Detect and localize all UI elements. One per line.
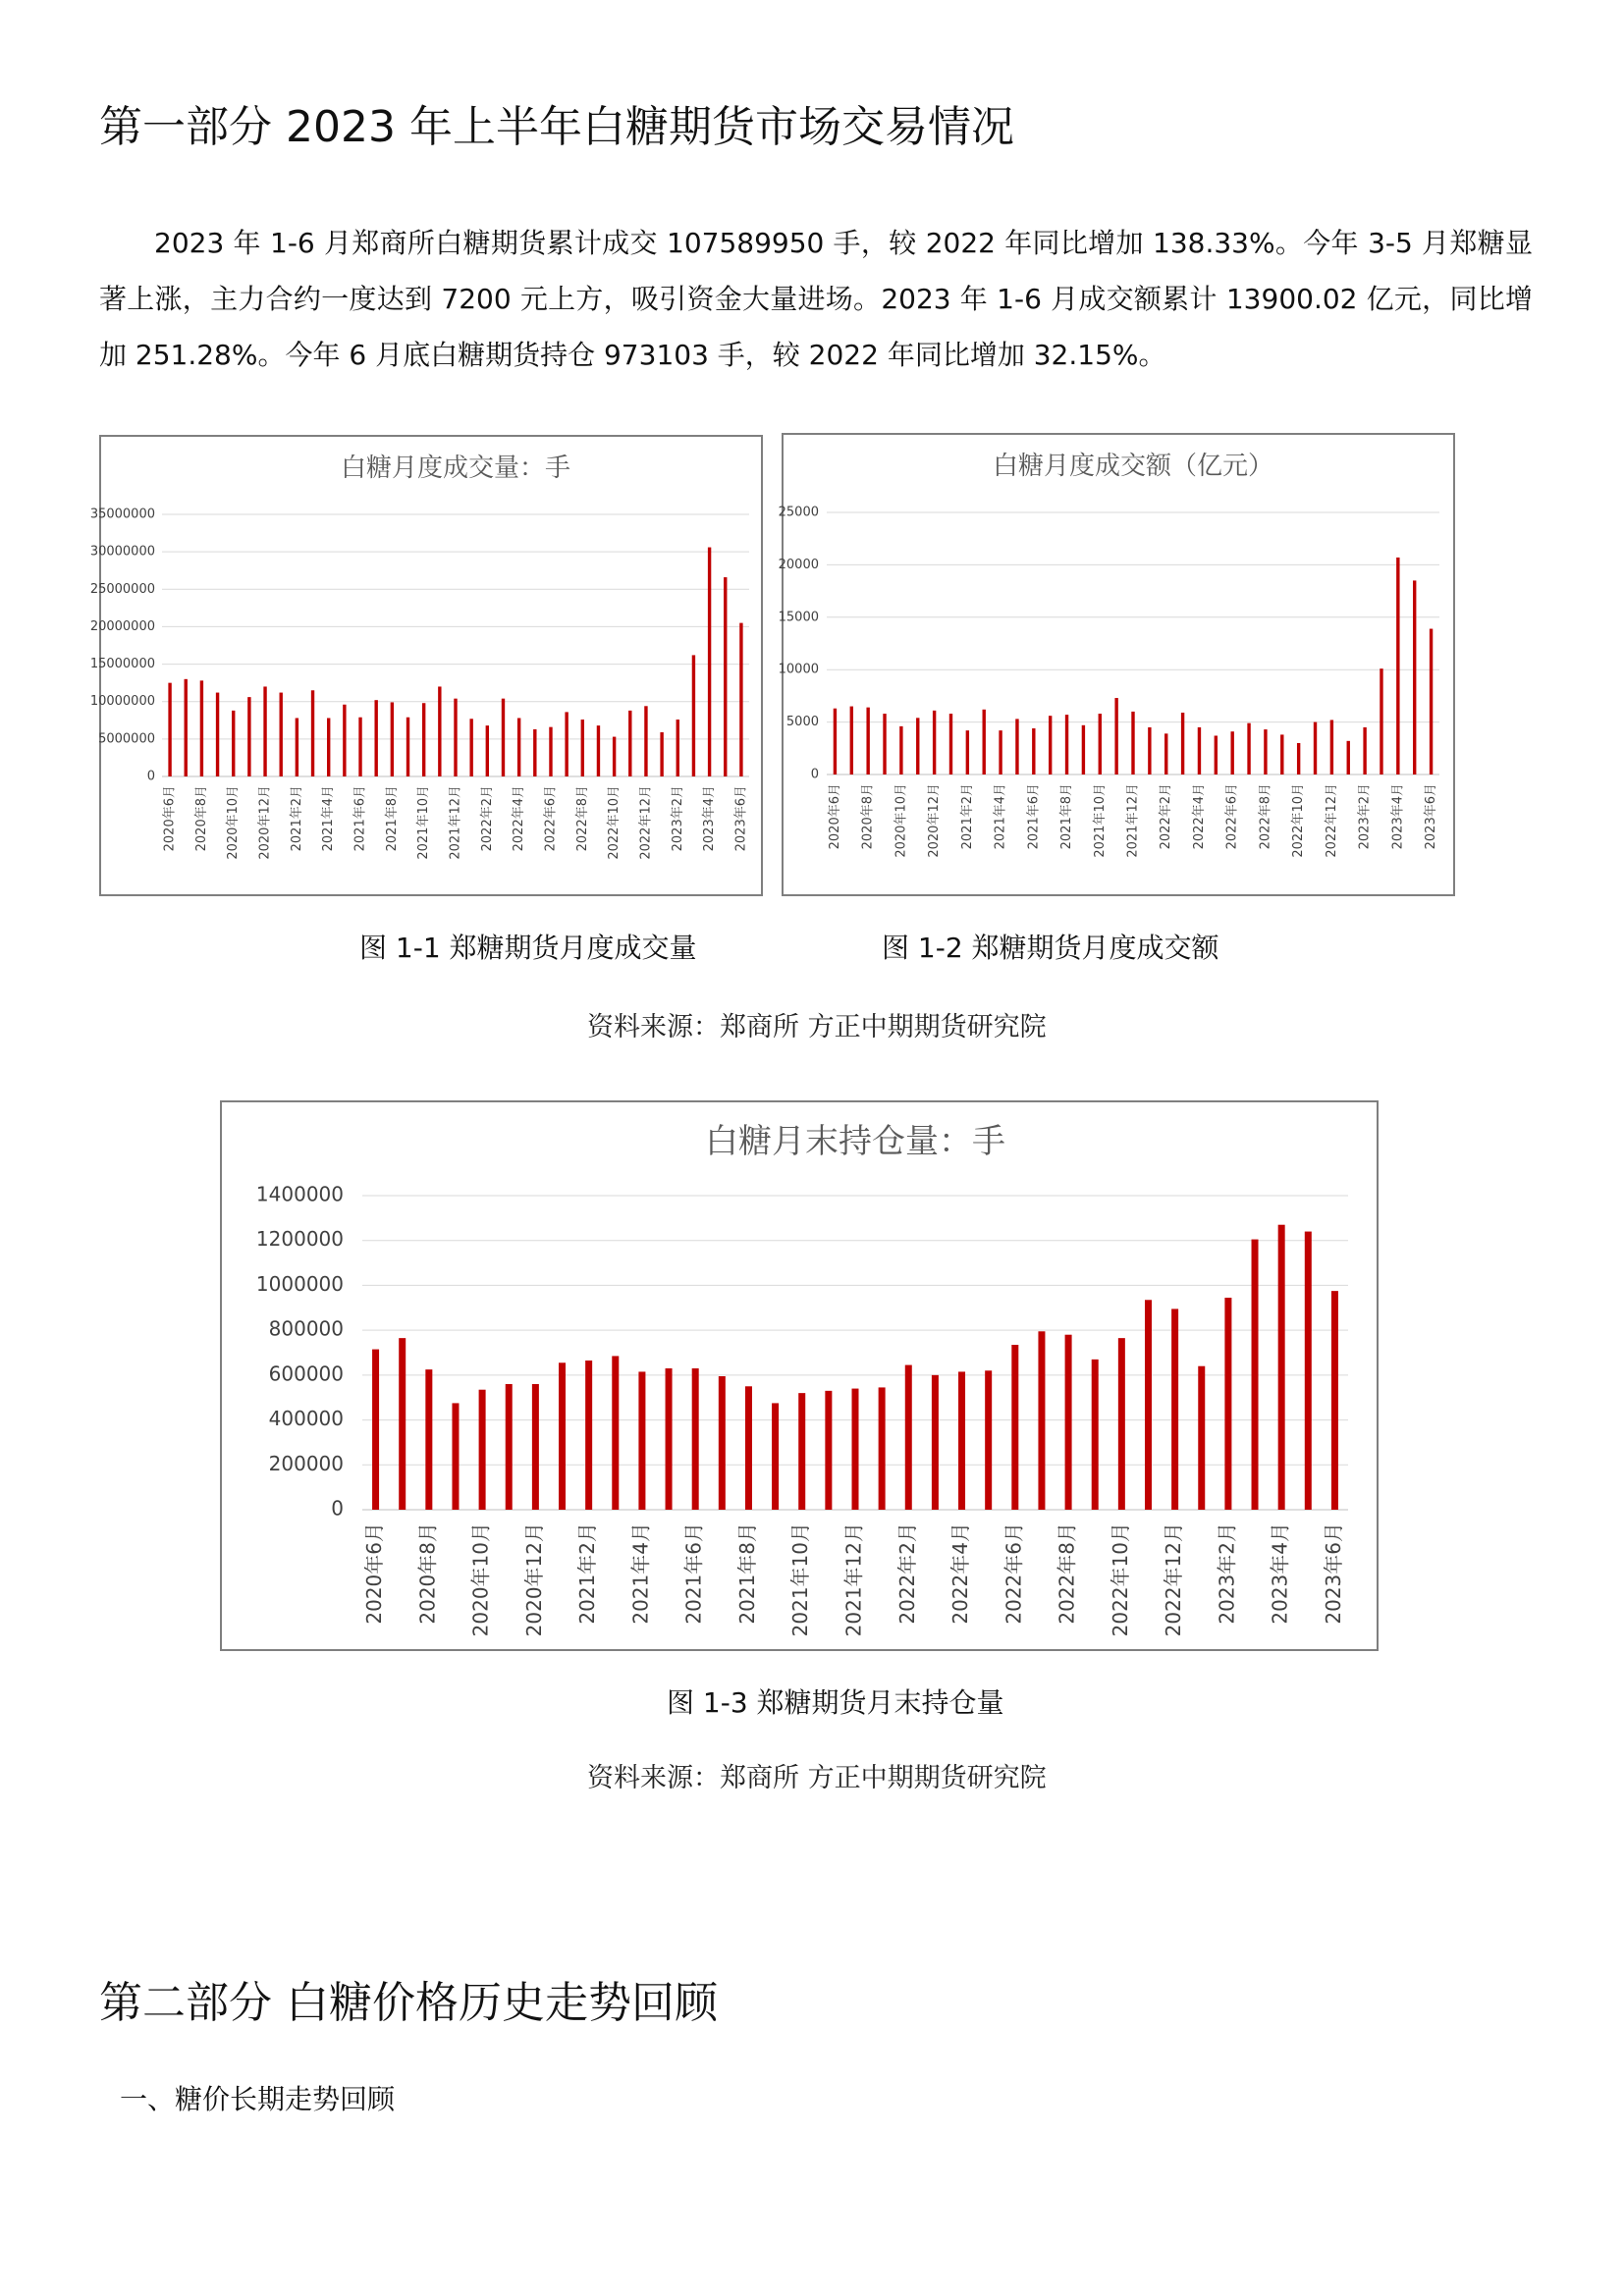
caption-fig-1-1: 图 1-1 郑糖期货月度成交量: [359, 932, 697, 964]
x-tick-label: 2021年2月: [289, 785, 304, 852]
bar-2020年11月: [916, 718, 919, 774]
bar-2022年1月: [879, 1387, 886, 1510]
y-tick-label: 15000: [778, 610, 819, 625]
bar-2023年6月: [1331, 1291, 1338, 1510]
y-tick-label: 0: [146, 769, 155, 784]
x-tick-label: 2021年2月: [575, 1522, 600, 1625]
x-tick-label: 2023年2月: [1215, 1522, 1239, 1625]
bar-2022年4月: [517, 718, 520, 776]
x-tick-label: 2022年6月: [543, 785, 559, 852]
x-tick-label: 2021年2月: [959, 783, 975, 850]
y-tick-label: 15000000: [89, 657, 155, 672]
x-tick-label: 2022年10月: [607, 785, 623, 860]
y-tick-label: 1000000: [255, 1271, 344, 1296]
x-tick-label: 2023年4月: [1268, 1522, 1292, 1625]
bar-2022年4月: [1198, 727, 1201, 774]
x-tick-label: 2021年8月: [384, 785, 400, 852]
bar-2023年2月: [677, 720, 679, 776]
chart-volume: [89, 435, 763, 896]
bar-2022年5月: [985, 1370, 992, 1510]
section1-title: 第一部分 2023 年上半年白糖期货市场交易情况: [99, 102, 1014, 152]
bar-2022年4月: [958, 1371, 965, 1510]
y-tick-label: 5000: [785, 715, 819, 730]
x-tick-label: 2020年12月: [521, 1522, 546, 1637]
bar-2021年11月: [438, 686, 441, 776]
bar-2020年6月: [168, 683, 171, 776]
bar-2021年2月: [296, 718, 298, 776]
bar-2021年5月: [343, 705, 346, 776]
bar-2021年9月: [1082, 725, 1085, 774]
chart-title: 白糖月度成交额（亿元）: [992, 452, 1274, 481]
bar-2023年3月: [1380, 668, 1382, 774]
bar-2021年2月: [966, 730, 969, 774]
bar-2021年6月: [1032, 728, 1035, 774]
bar-2023年5月: [724, 577, 727, 776]
bar-2021年5月: [1015, 719, 1018, 774]
bar-2022年7月: [1038, 1331, 1045, 1510]
x-tick-label: 2021年8月: [734, 1522, 759, 1625]
bar-2021年8月: [1065, 715, 1068, 774]
x-tick-label: 2022年2月: [894, 1522, 919, 1625]
x-tick-label: 2022年8月: [1258, 783, 1273, 850]
x-tick-label: 2021年10月: [416, 785, 432, 860]
y-tick-label: 1200000: [255, 1227, 344, 1252]
bar-2021年3月: [311, 690, 314, 776]
bar-2022年2月: [486, 725, 489, 776]
x-tick-label: 2023年2月: [670, 785, 685, 852]
x-tick-label: 2022年6月: [1224, 783, 1240, 850]
x-tick-label: 2023年4月: [702, 785, 718, 852]
bar-2020年8月: [866, 708, 869, 774]
bar-2023年3月: [692, 655, 695, 776]
x-tick-label: 2020年8月: [415, 1522, 440, 1625]
x-tick-label: 2021年4月: [628, 1522, 653, 1625]
bar-2021年7月: [719, 1376, 726, 1510]
bar-2022年11月: [1314, 722, 1317, 774]
x-tick-label: 2021年12月: [1125, 783, 1141, 858]
y-tick-label: 0: [331, 1496, 344, 1521]
x-tick-label: 2020年12月: [927, 783, 943, 858]
bar-2022年5月: [533, 729, 536, 776]
bar-2022年12月: [644, 706, 647, 776]
caption-fig-1-3: 图 1-3 郑糖期货月末持仓量: [667, 1686, 1004, 1719]
bar-2022年6月: [1011, 1345, 1018, 1510]
bar-2023年1月: [660, 732, 663, 776]
bar-2020年8月: [200, 680, 203, 776]
bar-2023年4月: [1278, 1225, 1285, 1510]
section2-title: 第二部分 白糖价格历史走势回顾: [99, 1978, 718, 2028]
bar-2021年7月: [374, 700, 377, 776]
x-tick-label: 2020年10月: [893, 783, 909, 858]
bar-2022年12月: [1171, 1308, 1178, 1510]
bar-2020年9月: [883, 714, 886, 774]
x-tick-label: 2020年12月: [257, 785, 273, 860]
bar-2021年5月: [666, 1368, 673, 1510]
bar-2022年3月: [932, 1375, 939, 1510]
bar-2023年4月: [1396, 558, 1399, 774]
x-tick-label: 2022年10月: [1108, 1522, 1132, 1637]
bar-2021年11月: [1114, 698, 1117, 774]
x-tick-label: 2020年6月: [827, 783, 842, 850]
bar-2022年9月: [597, 725, 600, 776]
bar-2023年4月: [708, 548, 711, 776]
x-tick-label: 2020年10月: [226, 785, 242, 860]
bar-2023年3月: [1252, 1240, 1259, 1510]
x-tick-label: 2023年6月: [733, 785, 749, 852]
x-tick-label: 2020年10月: [468, 1522, 493, 1637]
bar-2020年10月: [232, 711, 235, 776]
bar-2021年3月: [983, 710, 986, 774]
bar-2023年1月: [1347, 741, 1350, 774]
x-tick-label: 2020年8月: [193, 785, 209, 852]
bar-2021年10月: [1099, 714, 1102, 774]
y-tick-label: 20000: [778, 557, 819, 572]
x-tick-label: 2021年10月: [1092, 783, 1108, 858]
y-tick-label: 600000: [268, 1362, 344, 1386]
x-tick-label: 2021年8月: [1059, 783, 1075, 850]
y-tick-label: 10000000: [89, 694, 155, 710]
bar-2021年9月: [406, 718, 409, 776]
bar-2022年11月: [1145, 1300, 1152, 1510]
x-tick-label: 2020年8月: [860, 783, 876, 850]
y-tick-label: 800000: [268, 1316, 344, 1341]
bar-2021年10月: [422, 703, 425, 776]
chart-open-interest-svg: [222, 1102, 1380, 1653]
y-tick-label: 25000: [778, 505, 819, 520]
bar-2020年10月: [479, 1390, 486, 1510]
bar-2022年10月: [613, 737, 616, 776]
bar-2022年3月: [502, 699, 505, 776]
bar-2021年10月: [798, 1393, 805, 1510]
bar-2020年9月: [452, 1403, 459, 1510]
bar-2020年8月: [425, 1369, 432, 1510]
bar-2021年6月: [692, 1368, 699, 1510]
y-tick-label: 20000000: [89, 618, 155, 634]
x-tick-label: 2021年12月: [841, 1522, 866, 1637]
x-tick-label: 2022年2月: [1159, 783, 1174, 850]
y-tick-label: 200000: [268, 1451, 344, 1475]
bar-2022年10月: [1297, 743, 1300, 774]
x-tick-label: 2022年4月: [512, 785, 527, 852]
bar-2022年12月: [1330, 720, 1333, 774]
bar-2022年9月: [1280, 734, 1283, 774]
caption-fig-1-2: 图 1-2 郑糖期货月度成交额: [882, 932, 1219, 964]
bar-2022年8月: [1065, 1335, 1072, 1510]
bar-2021年8月: [745, 1386, 752, 1510]
y-tick-label: 400000: [268, 1407, 344, 1431]
bar-2021年6月: [358, 718, 361, 776]
bar-2023年5月: [1413, 580, 1416, 774]
bar-2021年11月: [825, 1391, 832, 1510]
bar-2020年12月: [532, 1384, 539, 1510]
x-tick-label: 2021年4月: [321, 785, 337, 852]
bar-2022年7月: [565, 712, 568, 776]
y-tick-label: 5000000: [98, 731, 155, 747]
source-note-1: 资料来源：郑商所 方正中期期货研究院: [587, 1012, 1047, 1042]
bar-2021年4月: [327, 718, 330, 776]
bar-2021年2月: [585, 1361, 592, 1510]
bar-2022年1月: [1148, 727, 1151, 774]
bar-2023年6月: [1430, 629, 1433, 774]
bar-2023年6月: [739, 623, 742, 776]
y-tick-label: 25000000: [89, 581, 155, 597]
bar-2022年1月: [469, 719, 472, 776]
bar-2021年12月: [1131, 712, 1134, 774]
y-tick-label: 10000: [778, 662, 819, 677]
bar-2021年1月: [280, 693, 283, 776]
chart-open-interest: [220, 1100, 1379, 1651]
bar-2020年11月: [506, 1384, 513, 1510]
bar-2021年9月: [772, 1403, 779, 1510]
bar-2023年2月: [1224, 1298, 1231, 1510]
x-tick-label: 2022年12月: [638, 785, 654, 860]
x-tick-label: 2022年8月: [1055, 1522, 1079, 1625]
bar-2021年8月: [391, 702, 394, 776]
bar-2022年10月: [1118, 1338, 1125, 1510]
x-tick-label: 2021年12月: [448, 785, 463, 860]
x-tick-label: 2023年2月: [1357, 783, 1373, 850]
bar-2020年10月: [899, 726, 902, 774]
bar-2023年2月: [1363, 727, 1366, 774]
bar-2023年1月: [1198, 1366, 1205, 1510]
x-tick-label: 2021年10月: [788, 1522, 813, 1637]
x-tick-label: 2020年6月: [362, 1522, 387, 1625]
bar-2021年12月: [852, 1389, 859, 1510]
bar-2022年5月: [1215, 735, 1218, 774]
x-tick-label: 2021年4月: [993, 783, 1008, 850]
y-tick-label: 1400000: [255, 1182, 344, 1206]
bar-2022年6月: [1230, 731, 1233, 774]
x-tick-label: 2021年6月: [1026, 783, 1042, 850]
bar-2022年8月: [581, 720, 584, 776]
section2-subheading: 一、糖价长期走势回顾: [120, 2083, 396, 2115]
bar-2020年12月: [933, 711, 936, 774]
x-tick-label: 2023年6月: [1321, 1522, 1345, 1625]
bar-2023年5月: [1305, 1232, 1312, 1510]
x-tick-label: 2022年2月: [479, 785, 495, 852]
source-note-2: 资料来源：郑商所 方正中期期货研究院: [587, 1763, 1047, 1793]
chart-title: 白糖月度成交量：手: [340, 454, 571, 483]
section1-paragraph-text: 2023 年 1-6 月郑商所白糖期货累计成交 107589950 手，较 2022 年同比增加 138.33%。今年 3-5 月郑糖显著上涨，主力合约一度达到 7200 元上方，吸引资金大量进场。2023 年 1-6 月成交额累计 13900.02 亿元，同比增加 251.28%。今年 6 月底白糖期货持仓 973103 手，较 2022 年同比增加 32.15%。: [99, 227, 1533, 371]
x-tick-label: 2021年6月: [352, 785, 368, 852]
bar-2021年3月: [612, 1356, 619, 1510]
bar-2020年11月: [247, 697, 250, 776]
bar-2021年4月: [999, 730, 1001, 774]
bar-2021年1月: [949, 714, 952, 774]
bar-2022年11月: [628, 711, 631, 776]
section1-paragraph: [99, 215, 1533, 383]
bar-2022年2月: [905, 1365, 912, 1510]
bar-2020年6月: [834, 709, 837, 774]
x-tick-label: 2023年6月: [1424, 783, 1439, 850]
bar-2022年9月: [1092, 1360, 1099, 1510]
bar-2021年1月: [559, 1362, 566, 1510]
bar-2022年7月: [1247, 723, 1250, 774]
bar-2022年6月: [549, 727, 552, 776]
x-tick-label: 2022年8月: [574, 785, 590, 852]
x-tick-label: 2022年12月: [1324, 783, 1339, 858]
chart-volume-svg: [89, 437, 765, 898]
bar-2020年7月: [185, 679, 188, 776]
y-tick-label: 0: [810, 767, 819, 782]
bar-2021年12月: [454, 699, 457, 776]
bar-2022年2月: [1164, 733, 1167, 774]
x-tick-label: 2022年12月: [1162, 1522, 1186, 1637]
x-tick-label: 2022年6月: [1001, 1522, 1026, 1625]
x-tick-label: 2023年4月: [1390, 783, 1406, 850]
x-tick-label: 2020年6月: [162, 785, 178, 852]
y-tick-label: 30000000: [89, 544, 155, 560]
bar-2021年7月: [1049, 716, 1052, 774]
chart-title: 白糖月末持仓量：手: [705, 1122, 1005, 1161]
bar-2020年9月: [216, 693, 219, 776]
x-tick-label: 2022年4月: [948, 1522, 973, 1625]
x-tick-label: 2022年10月: [1291, 783, 1307, 858]
y-tick-label: 35000000: [89, 507, 155, 522]
bar-2022年3月: [1181, 713, 1184, 774]
x-tick-label: 2022年4月: [1191, 783, 1207, 850]
bar-2021年4月: [638, 1371, 645, 1510]
bar-2020年6月: [372, 1350, 379, 1510]
bar-2020年7月: [399, 1338, 406, 1510]
chart-turnover: [778, 433, 1455, 896]
chart-turnover-svg: [778, 435, 1457, 898]
x-tick-label: 2021年6月: [681, 1522, 706, 1625]
bar-2022年8月: [1264, 729, 1267, 774]
bar-2020年7月: [850, 707, 853, 774]
bar-2020年12月: [263, 686, 266, 776]
